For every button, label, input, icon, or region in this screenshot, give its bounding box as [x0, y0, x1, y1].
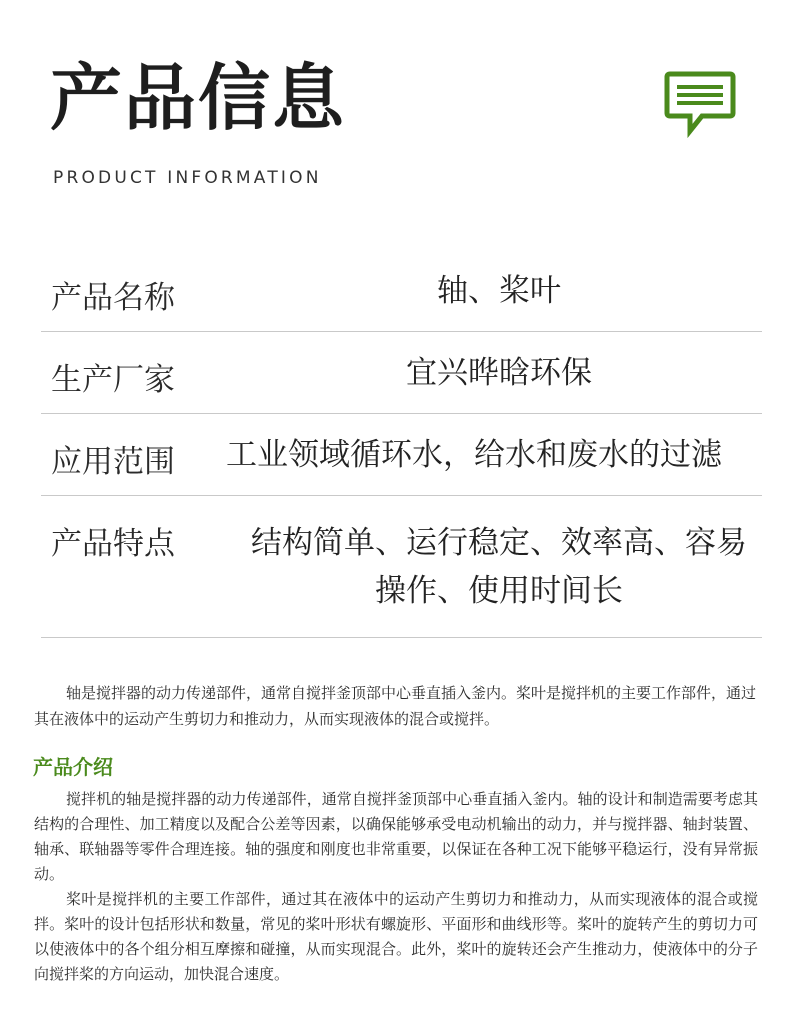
info-label: 产品名称 — [51, 280, 175, 316]
info-row-name — [41, 250, 762, 332]
info-row-manufacturer — [41, 332, 762, 414]
description-paragraph: 桨叶是搅拌机的主要工作部件，通过其在液体中的运动产生剪切力和推动力，从而实现液体的混合或搅拌。桨叶的设计包括形状和数量，常见的桨叶形状有螺旋形、平面形和曲线形等。桨叶的旋转产生的剪切力可以使液体中的各个组分相互摩擦和碰撞，从而实现混合。此外，桨叶的旋转还会产生推动力，使液体中的分子向搅拌桨的方向运动，加快混合速度。 — [34, 890, 758, 983]
chat-bubble-icon — [664, 70, 736, 138]
info-row-features — [41, 496, 762, 638]
section-title: 产品介绍 — [33, 755, 113, 779]
info-row-application — [41, 414, 762, 496]
info-label: 生产厂家 — [51, 362, 175, 398]
description-paragraph: 搅拌机的轴是搅拌器的动力传递部件，通常自搅拌釜顶部中心垂直插入釜内。轴的设计和制造需要考虑其结构的合理性、加工精度以及配合公差等因素，以确保能够承受电动机输出的动力，并与搅拌器、轴封装置、轴承、联轴器等零件合理连接。轴的强度和刚度也非常重要，以保证在各种工况下能够平稳运行，没有异常振动。 — [34, 790, 758, 883]
page-title: 产品信息 — [50, 56, 347, 140]
info-value: 宜兴晔晗环保 — [406, 354, 592, 391]
info-label: 产品特点 — [51, 526, 175, 562]
info-label: 应用范围 — [51, 444, 175, 480]
product-info-table — [41, 250, 762, 638]
info-value: 结构简单、运行稳定、效率高、容易操作、使用时间长 — [251, 524, 747, 609]
page-subtitle: PRODUCT INFORMATION — [53, 168, 322, 188]
intro-paragraph: 轴是搅拌器的动力传递部件，通常自搅拌釜顶部中心垂直插入釜内。桨叶是搅拌机的主要工作部件，通过其在液体中的运动产生剪切力和推动力，从而实现液体的混合或搅拌。 — [34, 684, 757, 728]
info-value: 工业领域循环水，给水和废水的过滤 — [226, 436, 722, 473]
product-description — [34, 787, 758, 987]
info-value: 轴、桨叶 — [437, 272, 561, 309]
